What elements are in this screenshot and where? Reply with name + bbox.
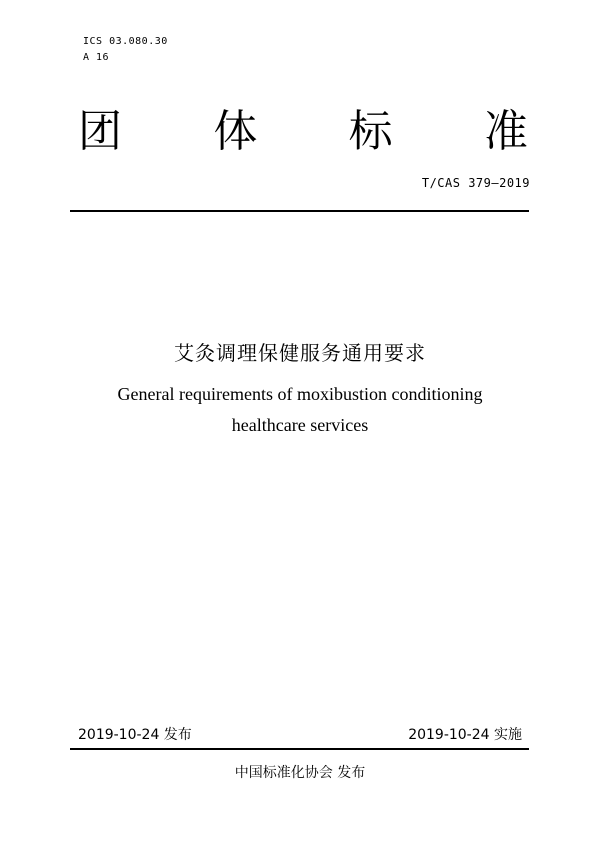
publisher: 中国标准化协会 发布 <box>234 765 366 781</box>
document-type-char: 团 <box>78 106 122 157</box>
title-chinese: 艾灸调理保健服务通用要求 <box>174 341 426 365</box>
document-type-char: 标 <box>348 106 393 157</box>
footer-divider <box>70 748 529 750</box>
standard-number: T/CAS 379—2019 <box>421 176 530 190</box>
document-type-char: 准 <box>483 106 528 157</box>
implementation-date: 2019-10-24 实施 <box>408 727 522 743</box>
document-type-char: 体 <box>213 106 258 157</box>
header-divider <box>70 210 529 212</box>
document-type-heading <box>78 104 528 160</box>
issue-date: 2019-10-24 发布 <box>78 727 192 743</box>
ccs-code: A 16 <box>83 52 110 63</box>
title-english-line-2: healthcare services <box>231 415 369 435</box>
title-english-line-1: General requirements of moxibustion conditioning <box>117 384 483 404</box>
ics-code: ICS 03.080.30 <box>83 36 168 47</box>
